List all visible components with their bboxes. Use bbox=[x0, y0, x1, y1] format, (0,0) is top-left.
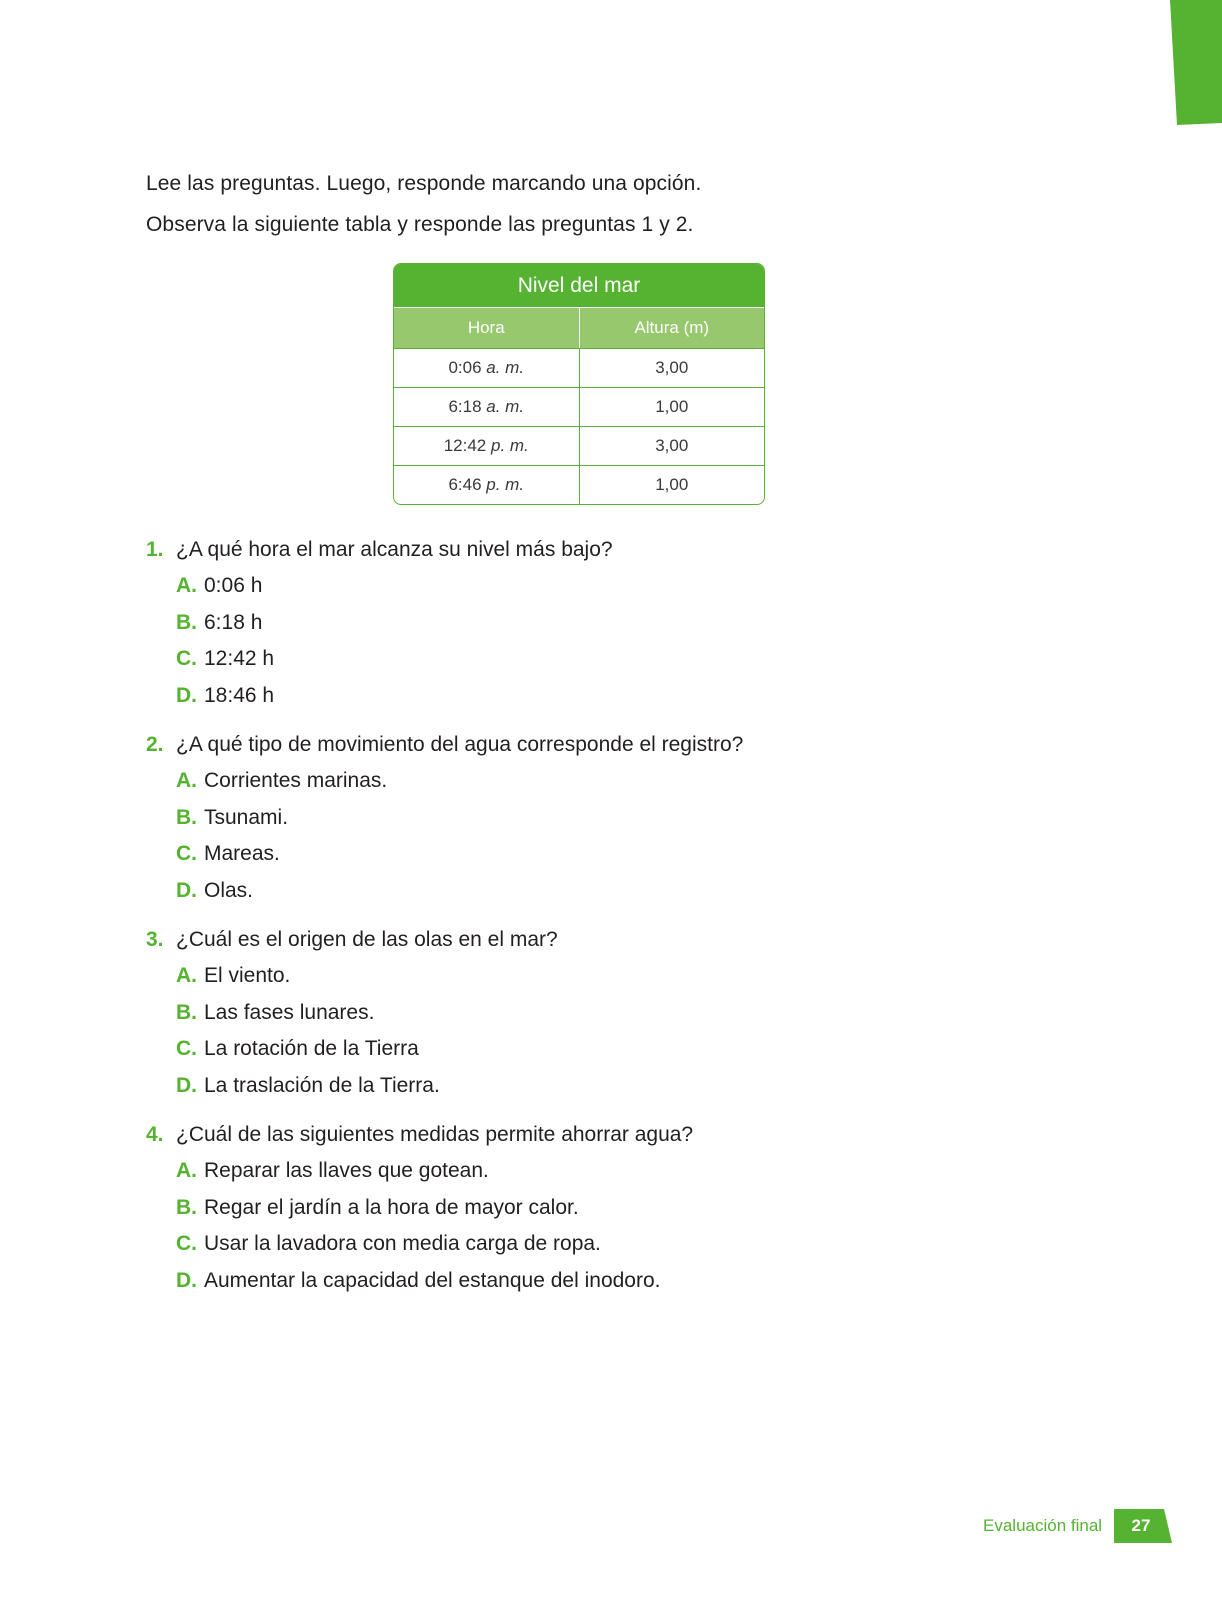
option-letter: C. bbox=[176, 1037, 197, 1060]
option-b[interactable] bbox=[176, 605, 1046, 642]
height-cell: 1,00 bbox=[655, 397, 689, 416]
option-text: 12:42 h bbox=[204, 647, 275, 670]
option-letter: C. bbox=[176, 842, 197, 865]
option-letter: B. bbox=[176, 1195, 197, 1219]
option-letter: C. bbox=[176, 1232, 197, 1255]
corner-tab-decoration bbox=[0, 0, 1222, 130]
table-row bbox=[394, 465, 764, 504]
option-letter: A. bbox=[176, 574, 197, 597]
table-row bbox=[394, 426, 764, 465]
option-text: Aumentar la capacidad del estanque del inodoro. bbox=[204, 1268, 661, 1292]
question-2 bbox=[146, 726, 1046, 909]
question-number: 2. bbox=[146, 733, 164, 756]
height-cell: 1,00 bbox=[655, 475, 689, 494]
height-cell: 3,00 bbox=[655, 436, 689, 455]
question-text: ¿Cuál es el origen de las olas en el mar? bbox=[176, 928, 558, 951]
option-b[interactable] bbox=[176, 1190, 1046, 1227]
option-text: Corrientes marinas. bbox=[204, 769, 388, 792]
option-letter: D. bbox=[176, 683, 197, 707]
option-d[interactable] bbox=[176, 873, 1046, 910]
option-letter: D. bbox=[176, 1268, 197, 1292]
option-text: 0:06 h bbox=[204, 574, 263, 597]
option-b[interactable] bbox=[176, 995, 1046, 1032]
option-letter: B. bbox=[176, 1000, 197, 1024]
table-header-row bbox=[394, 307, 764, 348]
question-text: ¿Cuál de las siguientes medidas permite ahorrar agua? bbox=[176, 1123, 694, 1146]
time-cell: 6:46 p. m. bbox=[394, 466, 580, 504]
footer-section-label: Evaluación final bbox=[983, 1516, 1103, 1535]
question-text: ¿A qué hora el mar alcanza su nivel más bajo? bbox=[176, 538, 613, 561]
option-text: Olas. bbox=[204, 878, 254, 902]
option-text: La traslación de la Tierra. bbox=[204, 1073, 440, 1097]
option-text: Usar la lavadora con media carga de ropa. bbox=[204, 1232, 601, 1255]
question-text: ¿A qué tipo de movimiento del agua corresponde el registro? bbox=[176, 733, 744, 756]
instruction-line-1: Lee las preguntas. Luego, responde marcando una opción. bbox=[146, 172, 702, 195]
option-text: Reparar las llaves que gotean. bbox=[204, 1159, 489, 1182]
option-letter: B. bbox=[176, 610, 197, 634]
question-1 bbox=[146, 531, 1046, 714]
table-row bbox=[394, 387, 764, 426]
option-text: Regar el jardín a la hora de mayor calor. bbox=[204, 1195, 579, 1219]
option-text: Mareas. bbox=[204, 842, 280, 865]
question-number: 4. bbox=[146, 1123, 164, 1146]
question-3 bbox=[146, 921, 1046, 1104]
option-letter: D. bbox=[176, 878, 197, 902]
option-a[interactable] bbox=[176, 1153, 1046, 1190]
time-cell: 12:42 p. m. bbox=[394, 427, 580, 465]
option-text: Tsunami. bbox=[204, 805, 289, 829]
option-d[interactable] bbox=[176, 1068, 1046, 1105]
time-cell: 0:06 a. m. bbox=[394, 349, 580, 387]
option-text: 18:46 h bbox=[204, 683, 275, 707]
option-d[interactable] bbox=[176, 678, 1046, 715]
column-header-altura: Altura (m) bbox=[634, 318, 710, 337]
option-a[interactable] bbox=[176, 763, 1046, 800]
sea-level-table bbox=[393, 263, 765, 505]
table-row bbox=[394, 348, 764, 387]
question-4 bbox=[146, 1116, 1046, 1299]
option-c[interactable] bbox=[176, 1226, 1046, 1263]
option-c[interactable] bbox=[176, 641, 1046, 678]
option-text: El viento. bbox=[204, 964, 291, 987]
option-letter: C. bbox=[176, 647, 197, 670]
time-cell: 6:18 a. m. bbox=[394, 388, 580, 426]
question-number: 1. bbox=[146, 538, 164, 561]
option-d[interactable] bbox=[176, 1263, 1046, 1300]
option-text: Las fases lunares. bbox=[204, 1000, 375, 1024]
option-letter: B. bbox=[176, 805, 197, 829]
table-title: Nivel del mar bbox=[394, 264, 764, 307]
option-text: La rotación de la Tierra bbox=[204, 1037, 419, 1060]
option-c[interactable] bbox=[176, 1031, 1046, 1068]
question-number: 3. bbox=[146, 928, 164, 951]
option-a[interactable] bbox=[176, 568, 1046, 605]
option-letter: A. bbox=[176, 1159, 197, 1182]
option-letter: D. bbox=[176, 1073, 197, 1097]
option-letter: A. bbox=[176, 964, 197, 987]
page-number: 27 bbox=[1131, 1516, 1151, 1535]
option-letter: A. bbox=[176, 769, 197, 792]
option-a[interactable] bbox=[176, 958, 1046, 995]
instruction-line-2: Observa la siguiente tabla y responde las preguntas 1 y 2. bbox=[146, 213, 694, 236]
column-header-hora: Hora bbox=[394, 308, 580, 348]
option-c[interactable] bbox=[176, 836, 1046, 873]
height-cell: 3,00 bbox=[655, 358, 689, 377]
option-b[interactable] bbox=[176, 800, 1046, 837]
option-text: 6:18 h bbox=[204, 610, 263, 634]
